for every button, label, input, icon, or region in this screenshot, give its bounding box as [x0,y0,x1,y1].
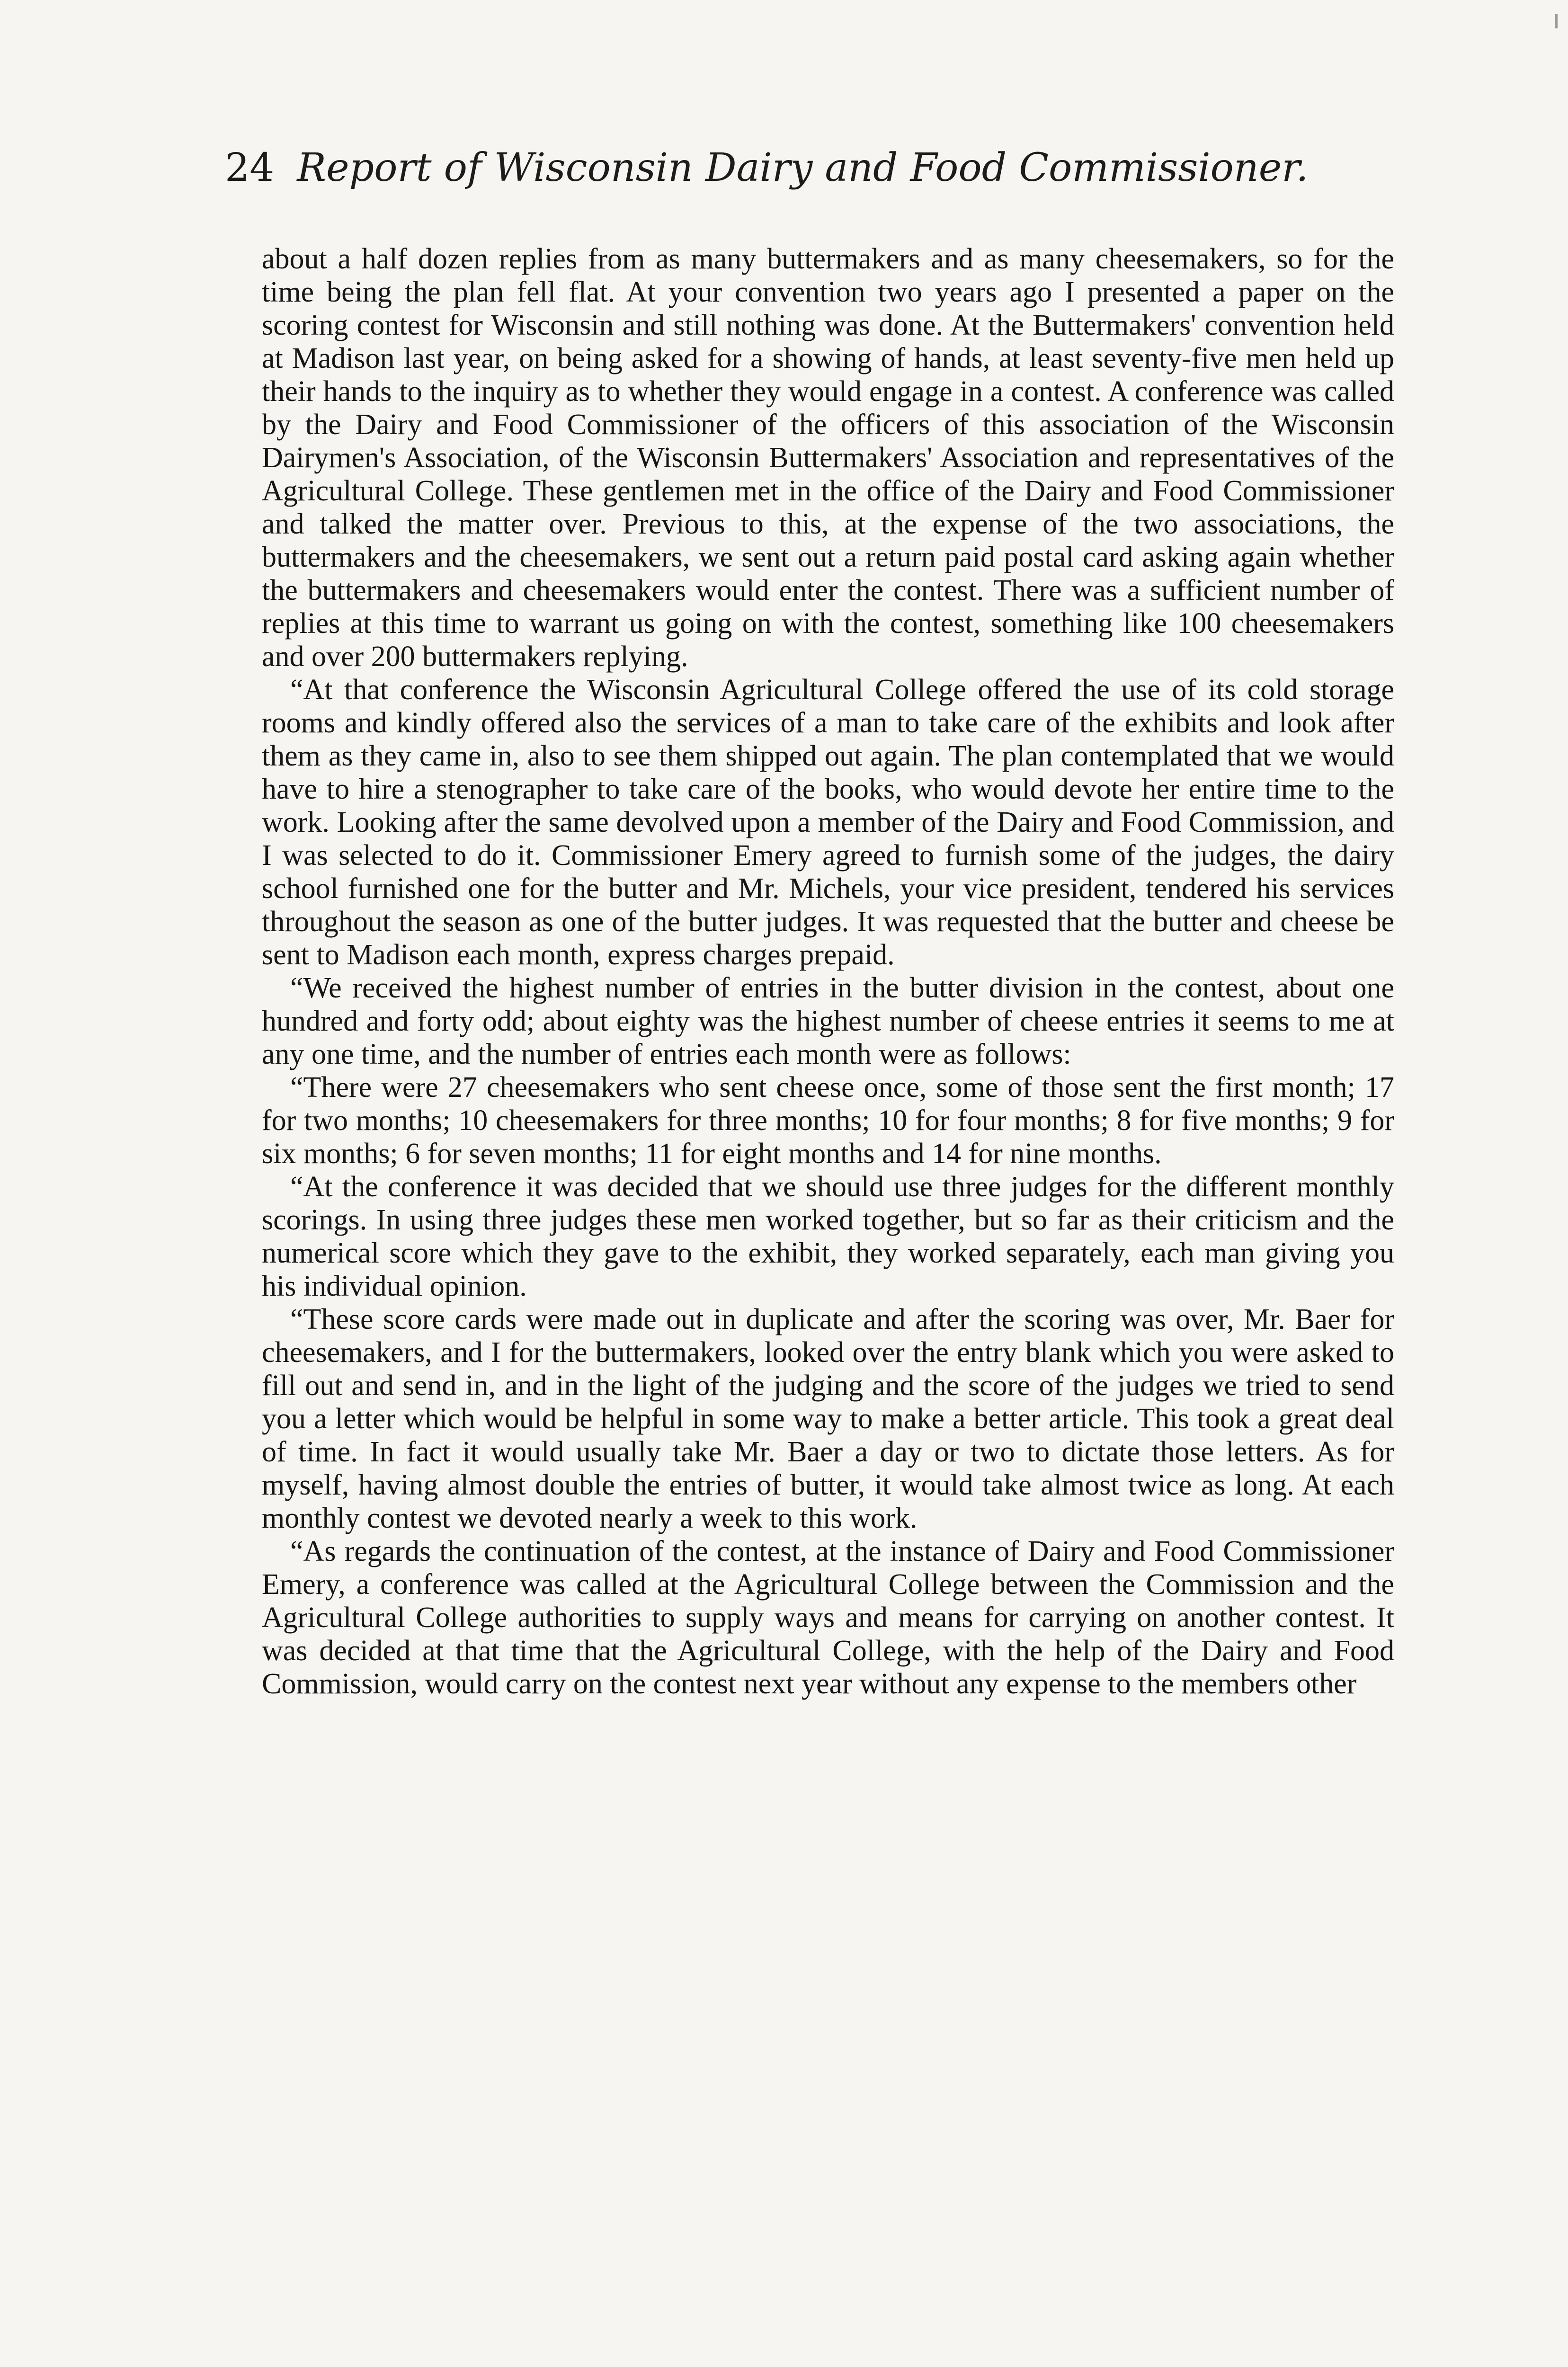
paragraph-three-judges: “At the conference it was decided that we should use three judges for the different monthly scorings. In using three judges these men worked together, but so far as their criticism and the numerical score which they gave to the exhibit, they worked separately, each man giving you his individual opinion. [262,1171,1394,1302]
running-title: Report of Wisconsin Dairy and Food Commissioner. [297,145,1309,190]
paragraph-continuation: about a half dozen replies from as many buttermakers and as many cheesemakers, so for the time being the plan fell flat. At your convention two years ago I presented a paper on the scoring contest for Wisconsin and still nothing was done. At the Buttermakers' convention held at Madison last year, on being asked for a showing of hands, at least seventy-five men held up their hands to the inquiry as to whether they would engage in a contest. A conference was called by the Dairy and Food Commissioner of the officers of this association of the Wisconsin Dairymen's Association, of the Wisconsin Buttermakers' Association and representatives of the Agricultural College. These gentlemen met in the office of the Dairy and Food Commissioner and talked the matter over. Previous to this, at the expense of the two associations, the buttermakers and the cheesemakers, we sent out a return paid postal card asking again whether the buttermakers and cheesemakers would enter the contest. There was a sufficient number of replies at this time to warrant us going on with the contest, something like 100 cheesemakers and over 200 buttermakers replying. [262,243,1394,673]
paragraph-entries-received: “We received the highest number of entries in the butter division in the contest, about one hundred and forty odd; about eighty was the highest number of cheese entries it seems to me at any one time, and the number of entries each month were as follows: [262,972,1394,1070]
body-text [262,242,1394,1700]
running-header [225,142,1361,194]
paragraph-cheesemaker-counts: “There were 27 cheesemakers who sent cheese once, some of those sent the first month; 17 for two months; 10 cheesemakers for three months; 10 for four months; 8 for five months; 9 for six months; 6 for seven months; 11 for eight months and 14 for nine months. [262,1071,1394,1170]
paragraph-score-cards: “These score cards were made out in duplicate and after the scoring was over, Mr. Baer for cheesemakers, and I for the buttermakers, looked over the entry blank which you were asked to fill out and send in, and in the light of the judging and the score of the judges we tried to send you a letter which would be helpful in some way to make a better article. This took a great deal of time. In fact it would usually take Mr. Baer a day or two to dictate those letters. As for myself, having almost double the entries of butter, it would take almost twice as long. At each monthly contest we devoted nearly a week to this work. [262,1303,1394,1534]
paragraph-conference-college: “At that conference the Wisconsin Agricultural College offered the use of its cold storage rooms and kindly offered also the services of a man to take care of the exhibits and look after them as they came in, also to see them shipped out again. The plan contemplated that we would have to hire a stenographer to take care of the books, who would devote her entire time to the work. Looking after the same devolved upon a member of the Dairy and Food Commission, and I was selected to do it. Commissioner Emery agreed to furnish some of the judges, the dairy school furnished one for the butter and Mr. Michels, your vice president, tendered his services throughout the season as one of the butter judges. It was requested that the butter and cheese be sent to Madison each month, express charges prepaid. [262,674,1394,971]
page-edge-mark [1555,14,1558,28]
paragraph-continuation-of-contest: “As regards the continuation of the contest, at the instance of Dairy and Food Commissioner Emery, a conference was called at the Agricultural College between the Commission and the Agricultural College authorities to supply ways and means for carrying on another contest. It was decided at that time that the Agricultural College, with the help of the Dairy and Food Commission, would carry on the contest next year without any expense to the members other [262,1535,1394,1700]
page-number: 24 [225,145,275,190]
